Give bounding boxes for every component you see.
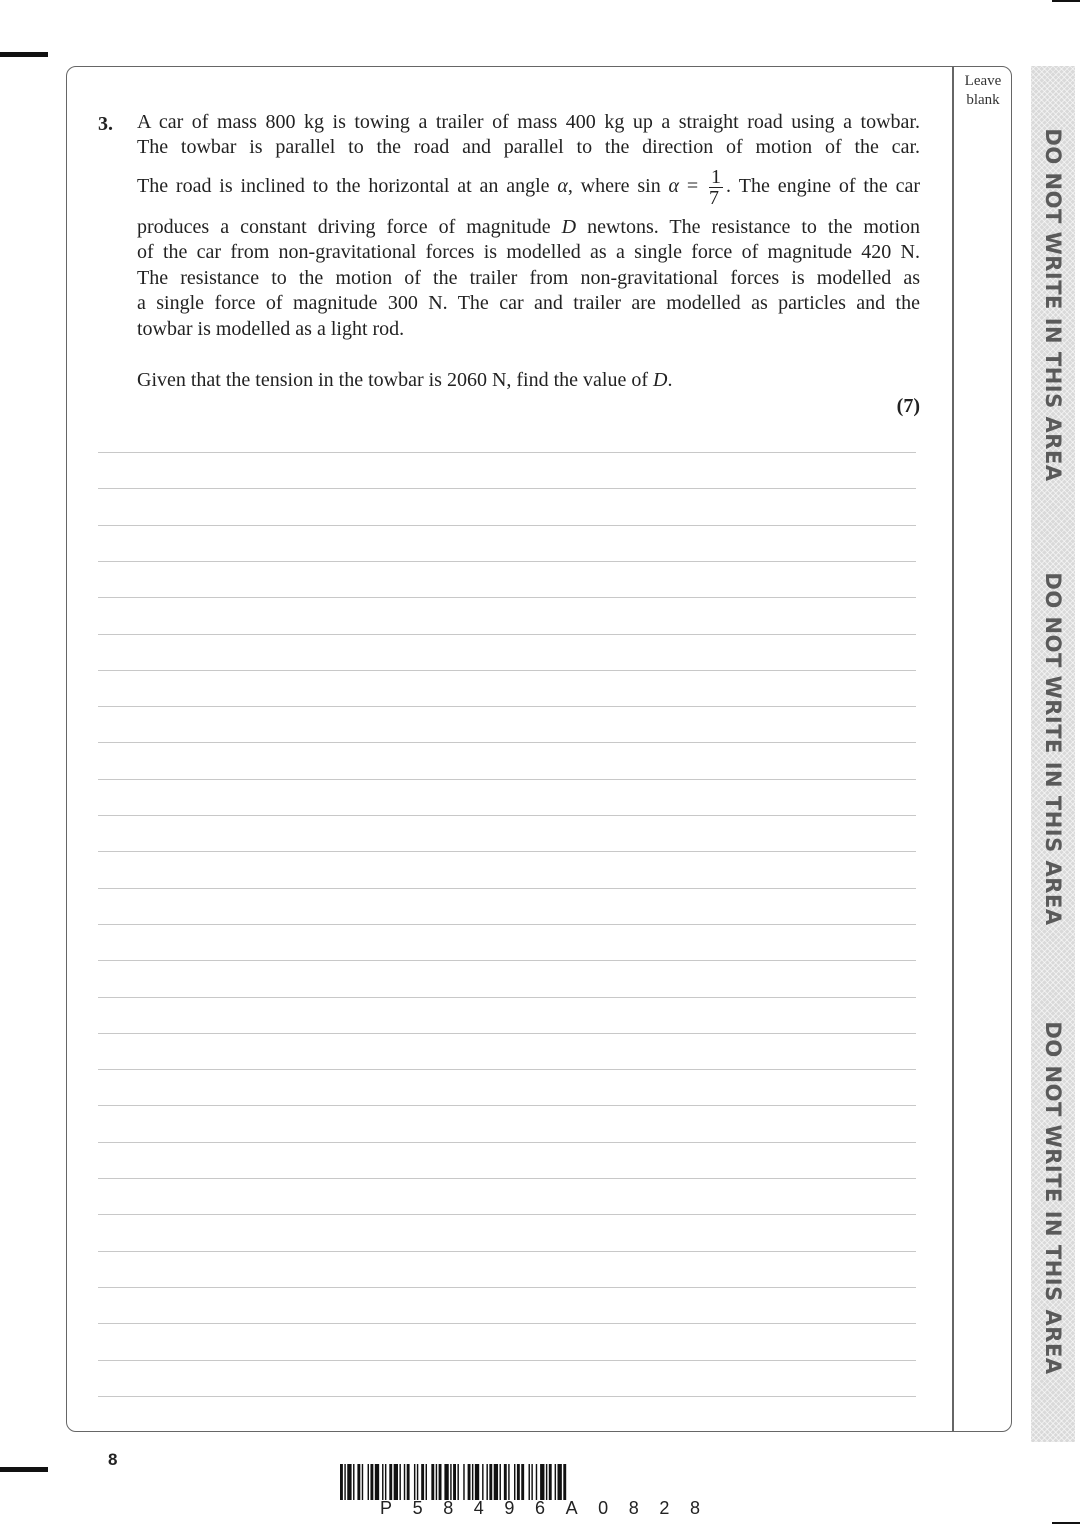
barcode-char: 8 — [443, 1498, 454, 1518]
answer-line — [98, 1178, 916, 1179]
answer-line — [98, 888, 916, 889]
barcode-bar — [468, 1464, 471, 1500]
answer-line — [98, 1033, 916, 1034]
barcode-text — [380, 1498, 700, 1519]
answer-line — [98, 997, 916, 998]
barcode-bar — [370, 1464, 373, 1500]
barcode-bar — [540, 1464, 544, 1500]
barcode-bar — [399, 1464, 400, 1500]
barcode-bar — [347, 1464, 351, 1500]
barcode-bar — [504, 1464, 507, 1500]
barcode-bar — [450, 1464, 451, 1500]
barcode-bar — [353, 1464, 354, 1500]
answer-line — [98, 779, 916, 780]
barcode-bar — [375, 1464, 379, 1500]
answer-line — [98, 1214, 916, 1215]
question-marks: (7) — [896, 395, 920, 417]
barcode-bar — [407, 1464, 410, 1500]
answer-line — [98, 706, 916, 707]
barcode-bar — [521, 1464, 524, 1500]
barcode-bar — [475, 1464, 479, 1500]
barcode-bar — [382, 1464, 383, 1500]
question-instruction: Given that the tension in the towbar is 2060 N, find the value of D. — [137, 369, 673, 391]
corner-mark-top-left — [0, 52, 48, 57]
answer-line — [98, 1323, 916, 1324]
question-line-4: produces a constant driving force of magnitude D newtons. The resistance to the motion — [137, 216, 921, 238]
question-line-7: a single force of magnitude 300 N. The car and trailer are modelled as particles and the — [137, 292, 920, 314]
barcode-bar — [404, 1464, 405, 1500]
question-line-3: The road is inclined to the horizontal at an angle α, where sin α = $\frac{1}{7}$ . The engine of the car — [137, 165, 921, 209]
barcode-bar — [529, 1464, 530, 1500]
barcode-bar — [482, 1464, 483, 1500]
corner-mark-top-right — [1052, 0, 1080, 2]
barcode-bar — [489, 1464, 492, 1500]
answer-line — [98, 851, 916, 852]
barcode-bar — [426, 1464, 427, 1500]
corner-mark-bottom-left — [0, 1467, 48, 1472]
barcode — [340, 1464, 736, 1500]
barcode-char: 0 — [598, 1498, 609, 1518]
barcode-char: 2 — [659, 1498, 670, 1518]
barcode-bar — [389, 1464, 392, 1500]
barcode-bar — [362, 1464, 363, 1500]
question-line-5: of the car from non-gravitational forces is modelled as a single force of magnitude 420 N. — [137, 241, 920, 263]
barcode-bar — [457, 1464, 458, 1500]
answer-line — [98, 452, 916, 453]
barcode-bar — [494, 1464, 498, 1500]
barcode-bar — [453, 1464, 456, 1500]
answer-line — [98, 815, 916, 816]
question-line-1: A car of mass 800 kg is towing a trailer of mass 400 kg up a straight road using a towbar. — [137, 111, 920, 133]
barcode-bar — [486, 1464, 487, 1500]
barcode-bar — [394, 1464, 398, 1500]
page-number: 8 — [108, 1450, 118, 1469]
answer-line — [98, 1142, 916, 1143]
answer-line — [98, 561, 916, 562]
answer-line — [98, 634, 916, 635]
barcode-bar — [508, 1464, 509, 1500]
answer-line — [98, 1069, 916, 1070]
answer-line — [98, 742, 916, 743]
barcode-bar — [463, 1464, 464, 1500]
barcode-char: 5 — [412, 1498, 423, 1518]
answer-line — [98, 924, 916, 925]
barcode-bar — [357, 1464, 360, 1500]
barcode-bar — [385, 1464, 386, 1500]
barcode-bar — [414, 1464, 415, 1500]
barcode-char: 6 — [534, 1498, 545, 1518]
barcode-bar — [436, 1464, 437, 1500]
answer-line — [98, 1360, 916, 1361]
barcode-bar — [500, 1464, 501, 1500]
question-number: 3. — [98, 113, 113, 135]
answer-line — [98, 1287, 916, 1288]
barcode-char: 9 — [504, 1498, 515, 1518]
fraction-one-seventh: $\frac{1}{7}$ — [708, 165, 721, 209]
barcode-bar — [472, 1464, 473, 1500]
answer-line — [98, 488, 916, 489]
barcode-bar — [344, 1464, 345, 1500]
barcode-bar — [444, 1464, 448, 1500]
answer-line — [98, 1251, 916, 1252]
leave-blank-label: Leave blank — [964, 73, 1002, 108]
barcode-char: 8 — [689, 1498, 700, 1518]
barcode-char: A — [565, 1498, 578, 1518]
barcode-bar — [431, 1464, 434, 1500]
answer-line — [98, 1396, 916, 1397]
barcode-bar — [417, 1464, 418, 1500]
barcode-bar — [549, 1464, 552, 1500]
barcode-bar — [340, 1464, 343, 1500]
barcode-bar — [514, 1464, 515, 1500]
answer-line — [98, 1105, 916, 1106]
barcode-bar — [531, 1464, 532, 1500]
barcode-bar — [558, 1464, 562, 1500]
barcode-bar — [555, 1464, 556, 1500]
barcode-char: P — [380, 1498, 393, 1518]
barcode-bar — [439, 1464, 442, 1500]
barcode-bar — [563, 1464, 566, 1500]
barcode-bar — [546, 1464, 547, 1500]
leave-blank-divider — [952, 66, 954, 1432]
barcode-bar — [368, 1464, 369, 1500]
barcode-bar — [517, 1464, 520, 1500]
question-line-2: The towbar is parallel to the road and parallel to the direction of motion of the car. — [137, 136, 920, 158]
answer-line — [98, 670, 916, 671]
question-line-6: The resistance to the motion of the trailer from non-gravitational forces is modelled as — [137, 267, 920, 289]
corner-mark-bottom-right — [1052, 1522, 1080, 1524]
barcode-bar — [421, 1464, 424, 1500]
answer-line — [98, 525, 916, 526]
answer-line — [98, 960, 916, 961]
question-line-8: towbar is modelled as a light rod. — [137, 318, 405, 340]
barcode-char: 8 — [628, 1498, 639, 1518]
barcode-bar — [536, 1464, 537, 1500]
answer-line — [98, 597, 916, 598]
barcode-char: 4 — [473, 1498, 484, 1518]
